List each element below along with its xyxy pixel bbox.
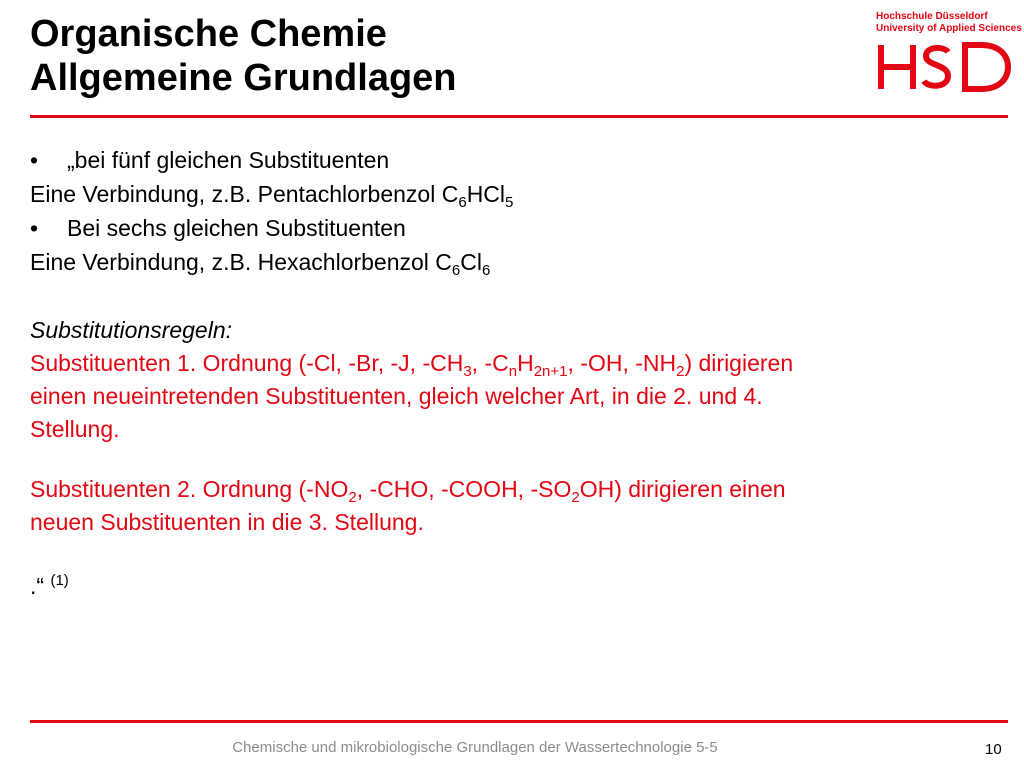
example-line: Eine Verbindung, z.B. Pentachlorbenzol $C_6HCl_5$ [30, 181, 514, 211]
title-line-1: Organische Chemie [30, 13, 387, 55]
rule-second-order: Substituenten 2. Ordnung ($-NO_2$, -CHO, -COOH, $-SO_2OH$) dirigieren einen neuen Substituenten in die 3. Stellung. [30, 476, 786, 535]
rule-first-order: Substituenten 1. Ordnung (-Cl, -Br, -J, $-CH_3$, $-C_nH_{2n+1}$, -OH, $-NH_2$) dirigieren einen neueintretenden Substituenten, gleich welcher Art, in die 2. und 4. Stellung. [30, 350, 794, 442]
citation-closing: .“ $^{(1)}$ [30, 572, 69, 599]
example-line: Eine Verbindung, z.B. Hexachlorbenzol $C_6Cl_6$ [30, 249, 491, 279]
hsd-logo-icon [874, 42, 1014, 92]
rules-heading: Substitutionsregeln: [30, 317, 233, 343]
page-number: 10 [985, 741, 1002, 758]
bullet-item: • „bei fünf gleichen Substituenten [30, 143, 980, 177]
university-name-line-1: Hochschule Düsseldorf [876, 11, 988, 22]
university-name [876, 11, 1022, 35]
slide-body [30, 143, 980, 603]
footer-divider [30, 720, 1008, 723]
header-divider [30, 115, 1008, 118]
bullet-item: • Bei sechs gleichen Substituenten [30, 211, 980, 245]
slide-title [30, 12, 457, 100]
footer-text: Chemische und mikrobiologische Grundlagen der Wassertechnologie 5-5 [232, 739, 718, 756]
title-line-2: Allgemeine Grundlagen [30, 57, 457, 99]
university-name-line-2: University of Applied Sciences [876, 23, 1022, 34]
